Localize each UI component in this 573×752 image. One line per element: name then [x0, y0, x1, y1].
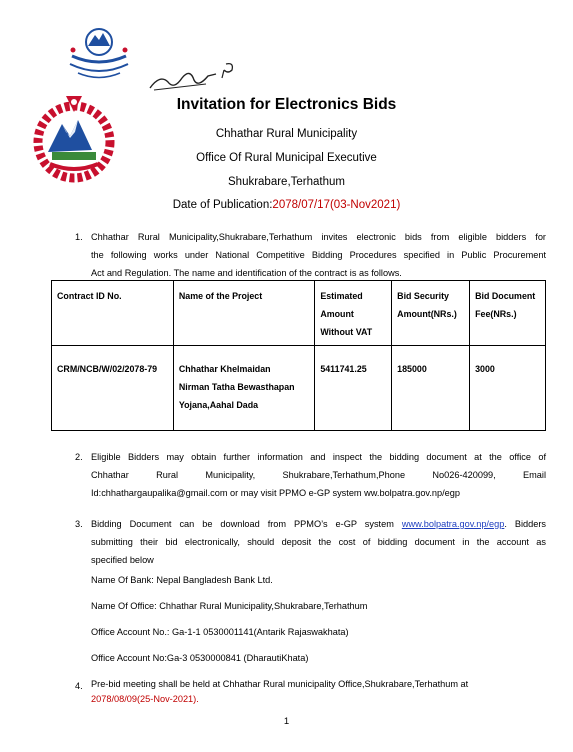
- paragraph-line: specified below: [91, 555, 154, 565]
- paragraph-number: 4.: [75, 681, 83, 691]
- paragraph-line: Eligible Bidders may obtain further information and inspect the bidding document at the office of: [91, 452, 546, 462]
- bolpatra-link[interactable]: www.bolpatra.gov.np/egp: [401, 519, 505, 529]
- contract-table: [51, 280, 546, 431]
- paragraph-line: Pre-bid meeting shall be held at Chhathar Rural municipality Office,Shukrabare,Terhathum at: [91, 679, 469, 689]
- prebid-date: 2078/08/09(25-Nov-2021).: [91, 694, 199, 704]
- cell-bid-security: 185000: [392, 346, 470, 431]
- paragraph-number: 1.: [75, 232, 83, 242]
- paragraph-line: Chhathar Rural Municipality,Shukrabare,Terhathum invites electronic bids from eligible bidders for: [91, 232, 546, 242]
- bank-name: Name Of Bank: Nepal Bangladesh Bank Ltd.: [91, 575, 273, 585]
- paragraph-line: Id:chhathargaupalika@gmail.com or may visit PPMO e-GP system ww.bolpatra.gov.np/egp: [91, 488, 460, 498]
- cell-bid-document-fee: 3000: [470, 346, 546, 431]
- paragraph-line: submitting their bid electronically, should deposit the cost of bidding document in the account as: [91, 537, 546, 547]
- signature-icon: [146, 60, 246, 94]
- organization-name: Chhathar Rural Municipality: [215, 128, 358, 140]
- paragraph-line: Bidding Document can be download from PPMO’s e-GP system www.bolpatra.gov.np/egp. Bidders: [91, 519, 546, 529]
- account-number-1: Office Account No.: Ga-1-1 0530001141(Antarik Rajaswakhata): [91, 627, 349, 637]
- header-bid-document-fee: Bid Document Fee(NRs.): [470, 281, 546, 346]
- document-title: Invitation for Electronics Bids: [176, 96, 397, 113]
- header-contract-id: Contract ID No.: [52, 281, 174, 346]
- bank-office-name: Name Of Office: Chhathar Rural Municipality,Shukrabare,Terhathum: [91, 601, 368, 611]
- paragraph-number: 3.: [75, 519, 83, 529]
- publication-label: Date of Publication:: [172, 199, 273, 211]
- office-name: Office Of Rural Municipal Executive: [196, 152, 377, 164]
- table-header-row: [52, 281, 546, 346]
- publication-date: 2078/07/17(03-Nov2021): [272, 199, 401, 211]
- paragraph-number: 2.: [75, 452, 83, 462]
- table-row: [52, 346, 546, 431]
- header-bid-security: Bid Security Amount(NRs.): [392, 281, 470, 346]
- paragraph-line: Chhathar Rural Municipality, Shukrabare,Terhathum,Phone No026-420099, Email: [91, 470, 546, 480]
- cell-project-name: Chhathar Khelmaidan Nirman Tatha Bewasthapan Yojana,Aahal Dada: [173, 346, 314, 431]
- cell-estimated-amount: 5411741.25: [315, 346, 392, 431]
- address: Shukrabare,Terhathum: [228, 176, 345, 188]
- header-project-name: Name of the Project: [173, 281, 314, 346]
- paragraph-line: Act and Regulation. The name and identification of the contract is as follows.: [91, 268, 402, 278]
- account-number-2: Office Account No:Ga-3 0530000841 (DharautiKhata): [91, 653, 309, 663]
- municipality-logo-icon: [64, 26, 134, 84]
- page-number: 1: [283, 716, 290, 727]
- header-estimated-amount: Estimated Amount Without VAT: [315, 281, 392, 346]
- cell-contract-id: CRM/NCB/W/02/2078-79: [52, 346, 174, 431]
- paragraph-line: the following works under National Competitive Bidding Procedures specified in Public Procurement: [91, 250, 546, 260]
- publication-date-line: [0, 199, 573, 211]
